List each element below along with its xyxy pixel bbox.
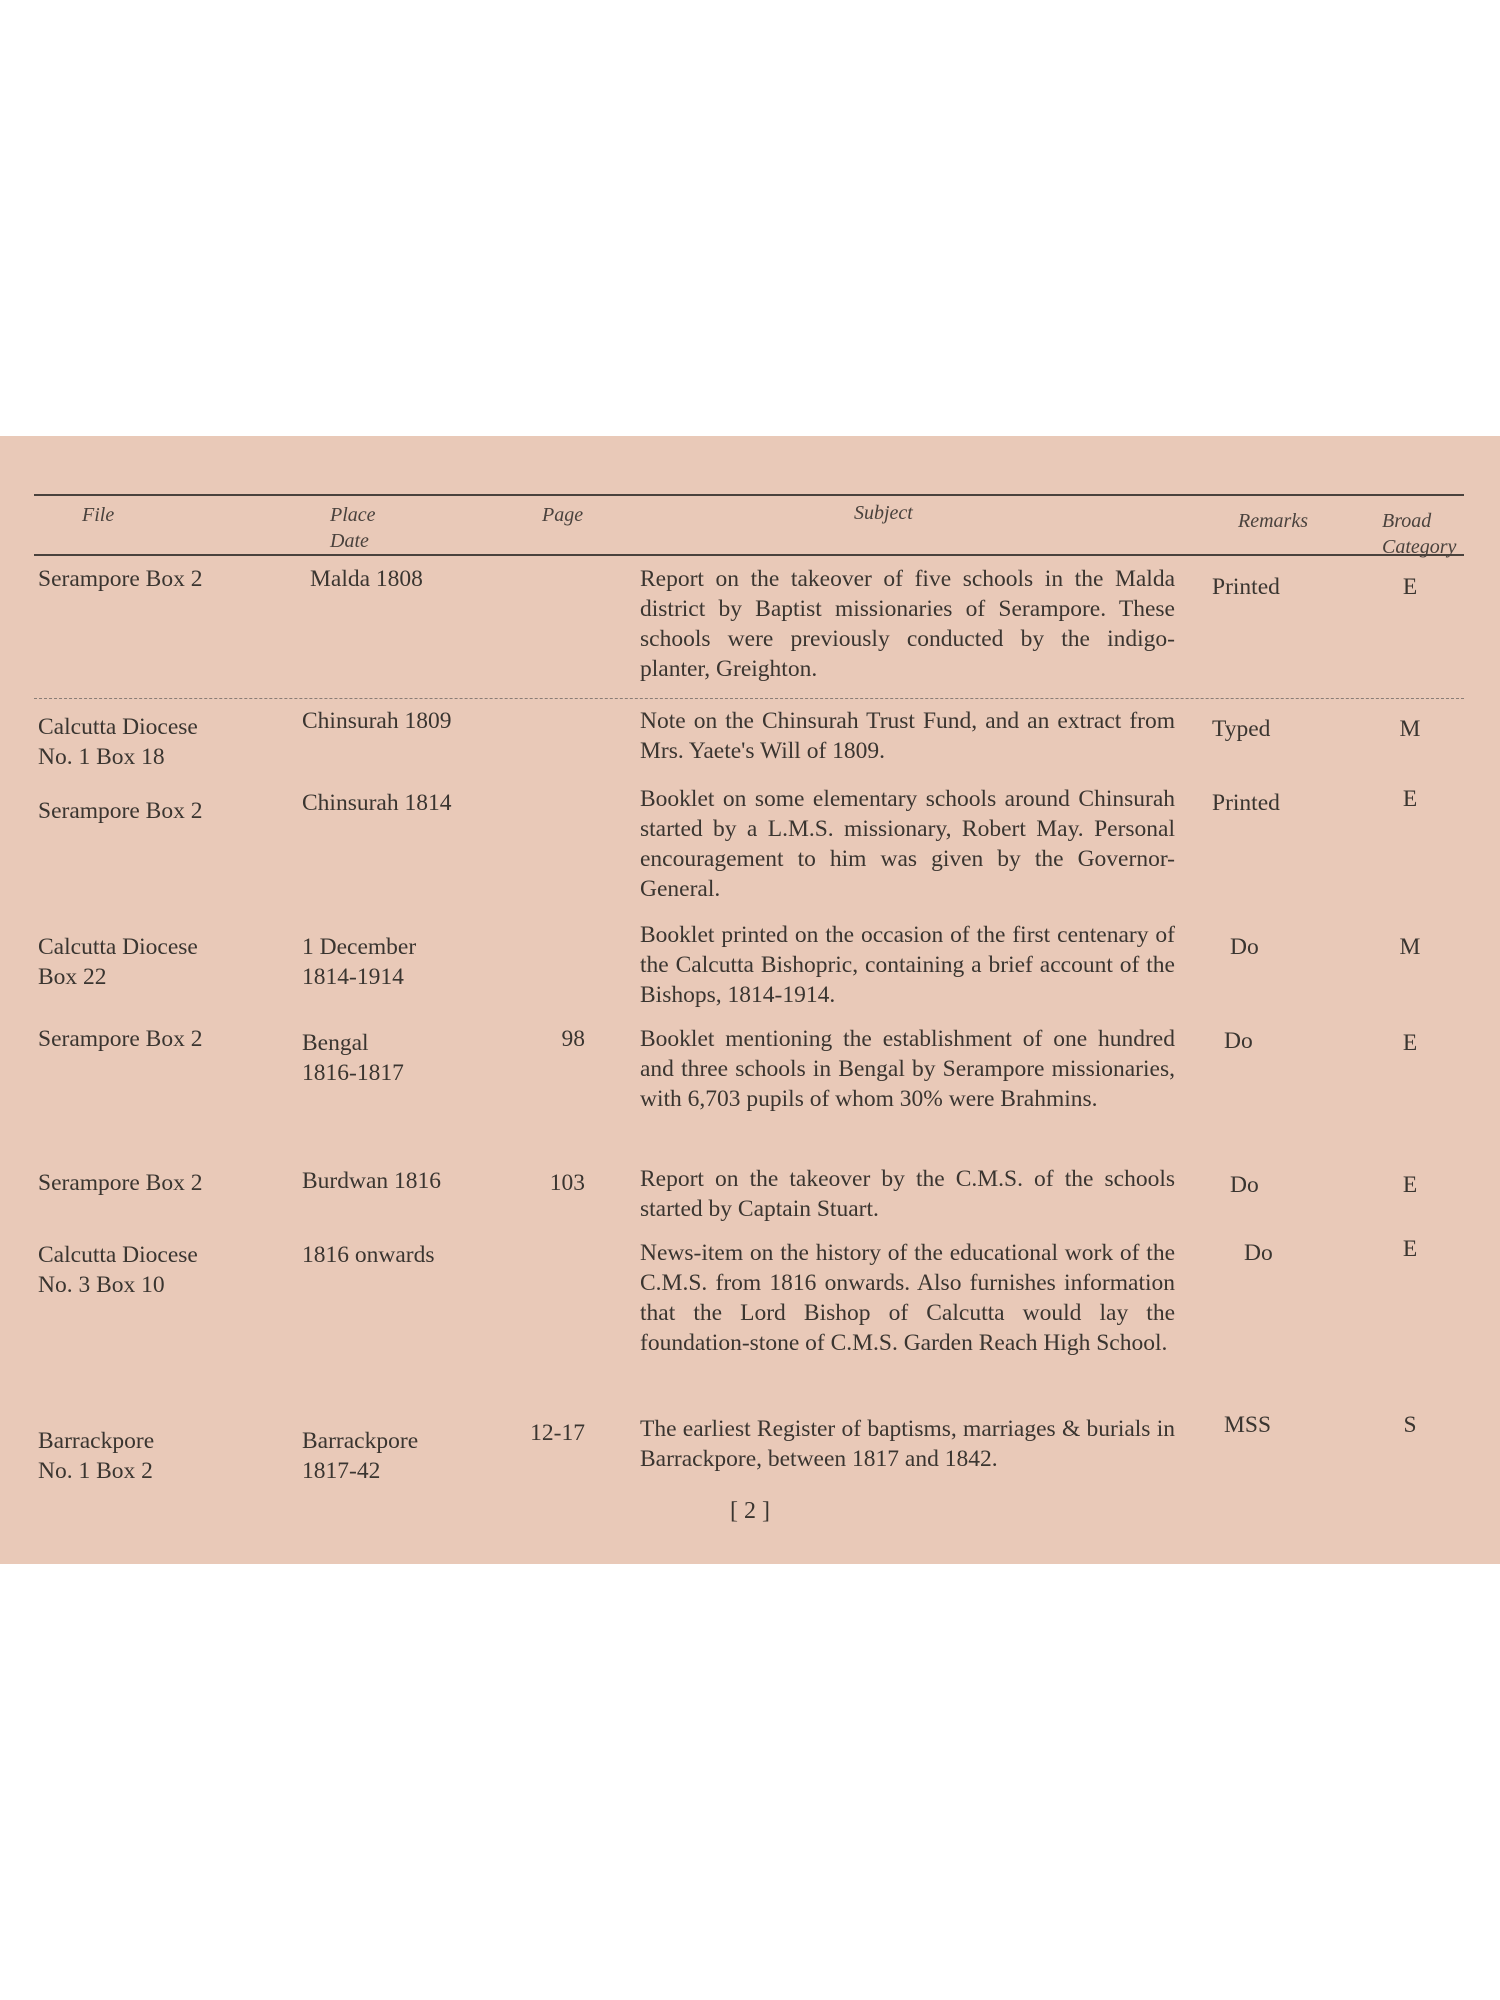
file-cell: Serampore Box 2	[38, 566, 203, 592]
page-cell: 103	[549, 1170, 585, 1196]
subject-cell: Booklet mentioning the establishment of one hundred and three schools in Bengal by Serampore missionaries, with 6,703 pupils of whom 30% were Brahmins.	[640, 1026, 1175, 1112]
remarks-cell: Do	[1230, 934, 1259, 960]
file-cell: Serampore Box 2	[38, 798, 203, 824]
header-remarks: Remarks	[1238, 510, 1308, 532]
file-cell: Barrackpore No. 1 Box 2	[38, 1428, 155, 1484]
category-cell: M	[1399, 716, 1421, 742]
category-cell: S	[1403, 1412, 1417, 1438]
header-page: Page	[542, 504, 584, 526]
document-page	[0, 436, 1500, 1564]
subject-cell: Report on the takeover by the C.M.S. of the schools started by Captain Stuart.	[640, 1166, 1175, 1222]
place-date-cell: Barrackpore 1817-42	[302, 1428, 419, 1484]
category-cell: E	[1402, 1172, 1418, 1198]
subject-cell: News-item on the history of the educational work of the C.M.S. from 1816 onwards. Also furnishes information that the Lord Bishop of Calcutta would lay the foundation-stone of C.M.S. Garden Reach High School.	[640, 1240, 1175, 1356]
file-cell: Serampore Box 2	[38, 1026, 203, 1052]
file-cell: Calcutta Diocese No. 3 Box 10	[38, 1242, 198, 1298]
category-cell: E	[1402, 574, 1418, 600]
page-cell: 12-17	[530, 1420, 585, 1446]
row-divider	[34, 698, 1464, 699]
category-cell: E	[1402, 786, 1418, 812]
remarks-cell: Do	[1244, 1240, 1273, 1266]
subject-cell: The earliest Register of baptisms, marriages & burials in Barrackpore, between 1817 and 1842.	[640, 1416, 1175, 1472]
header-top-rule	[34, 494, 1464, 496]
file-cell: Calcutta Diocese Box 22	[38, 934, 198, 990]
category-cell: M	[1399, 934, 1421, 960]
remarks-cell: Printed	[1212, 790, 1280, 816]
place-date-cell: Chinsurah 1809	[302, 708, 452, 734]
page-cell: 98	[561, 1026, 585, 1052]
place-date-cell: 1816 onwards	[302, 1242, 435, 1268]
place-date-cell: Bengal 1816-1817	[302, 1030, 404, 1086]
header-bottom-rule	[34, 554, 1464, 556]
subject-cell: Booklet printed on the occasion of the first centenary of the Calcutta Bishopric, containing a brief account of the Bishops, 1814-1914.	[640, 922, 1175, 1008]
subject-cell: Report on the takeover of five schools in the Malda district by Baptist missionaries of Serampore. These schools were previously conducted by the indigo-planter, Greighton.	[640, 566, 1175, 682]
remarks-cell: Do	[1230, 1172, 1259, 1198]
remarks-cell: MSS	[1224, 1412, 1272, 1438]
header-broad-category: Broad Category	[1382, 510, 1457, 558]
place-date-cell: 1 December 1814-1914	[302, 934, 417, 990]
header-subject: Subject	[854, 502, 913, 524]
remarks-cell: Printed	[1212, 574, 1280, 600]
subject-cell: Note on the Chinsurah Trust Fund, and an extract from Mrs. Yaete's Will of 1809.	[640, 708, 1175, 764]
file-cell: Serampore Box 2	[38, 1170, 203, 1196]
file-cell: Calcutta Diocese No. 1 Box 18	[38, 714, 198, 770]
page-number: [ 2 ]	[730, 1498, 770, 1524]
remarks-cell: Typed	[1212, 716, 1271, 742]
header-file: File	[82, 504, 115, 526]
header-place-date: Place Date	[330, 504, 376, 552]
place-date-cell: Chinsurah 1814	[302, 790, 452, 816]
category-cell: E	[1402, 1030, 1418, 1056]
subject-cell: Booklet on some elementary schools around Chinsurah started by a L.M.S. missionary, Robert May. Personal encouragement to him was given by the Governor-General.	[640, 786, 1175, 902]
place-date-cell: Malda 1808	[310, 566, 423, 592]
place-date-cell: Burdwan 1816	[302, 1168, 442, 1194]
category-cell: E	[1402, 1236, 1418, 1262]
remarks-cell: Do	[1224, 1028, 1253, 1054]
